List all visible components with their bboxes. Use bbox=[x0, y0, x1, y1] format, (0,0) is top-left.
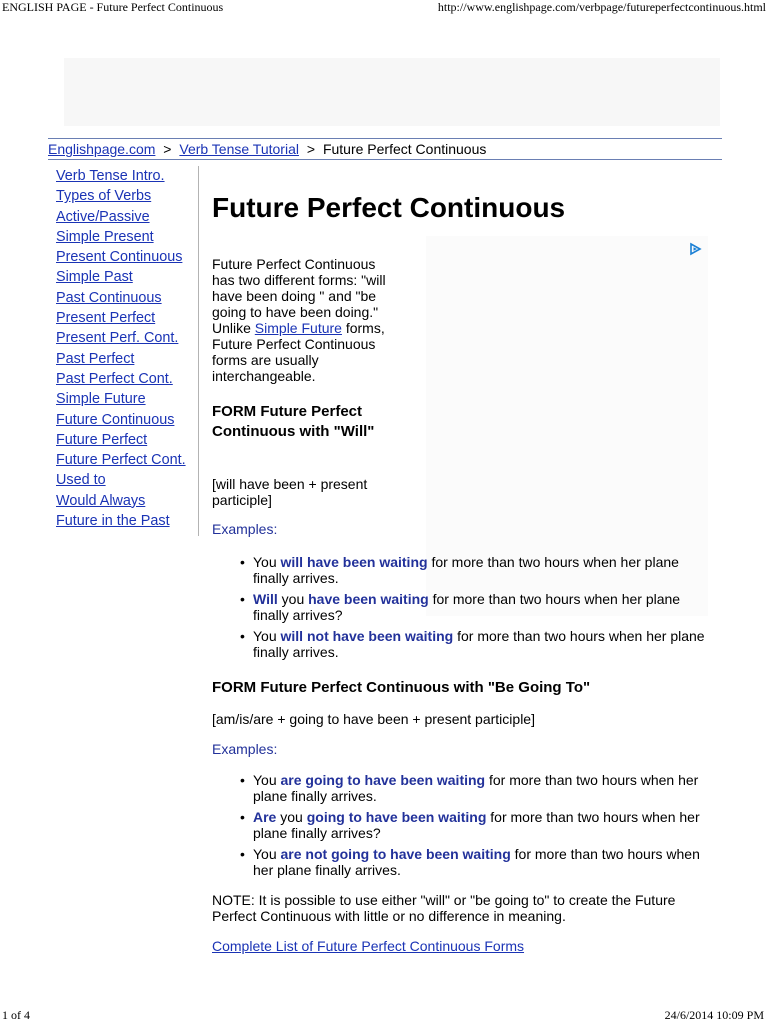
example-verb: are not going to have been waiting bbox=[280, 846, 511, 862]
sidebar-nav bbox=[48, 166, 199, 536]
complete-list-paragraph bbox=[212, 938, 524, 954]
example-item bbox=[236, 554, 706, 586]
simple-future-link[interactable]: Simple Future bbox=[254, 320, 342, 336]
intro-text: Future Perfect Continuous has two different forms: "will have been doing " and "be going to have been doing." Unlike bbox=[212, 256, 386, 336]
breadcrumb-separator: > bbox=[306, 141, 316, 157]
form-going-to-heading: FORM Future Perfect Continuous with "Be Going To" bbox=[212, 679, 591, 696]
print-datetime: 24/6/2014 10:09 PM bbox=[664, 1008, 764, 1022]
example-verb: going to have been waiting bbox=[306, 809, 487, 825]
example-text: for more than two hours when her plane finally arrives? bbox=[253, 591, 681, 623]
breadcrumb bbox=[48, 138, 722, 160]
note-paragraph: NOTE: It is possible to use either "will" or "be going to" to create the Future Perfect Continuous with little or no difference in meaning. bbox=[212, 892, 676, 924]
example-text: You bbox=[253, 628, 281, 644]
example-text: you bbox=[277, 591, 309, 607]
breadcrumb-home-link[interactable]: Englishpage.com bbox=[48, 141, 156, 157]
print-footer bbox=[0, 1006, 768, 1024]
intro-paragraph bbox=[212, 256, 392, 384]
sidebar-item-used-to[interactable]: Used to bbox=[56, 472, 106, 489]
breadcrumb-separator: > bbox=[163, 141, 172, 157]
intro-text: forms, Future Perfect Continuous forms are usually interchangeable. bbox=[212, 320, 385, 384]
example-text: for more than two hours when her plane finally arrives. bbox=[253, 846, 700, 878]
sidebar-item-simple-future[interactable]: Simple Future bbox=[56, 391, 146, 408]
example-verb: will have been waiting bbox=[280, 554, 428, 570]
print-title: ENGLISH PAGE - Future Perfect Continuous bbox=[2, 0, 224, 14]
form-will-pattern: [will have been + present participle] bbox=[212, 476, 368, 508]
example-item bbox=[236, 809, 706, 841]
page-number: 1 of 4 bbox=[2, 1008, 30, 1022]
adchoices-icon[interactable] bbox=[688, 242, 702, 256]
print-header bbox=[0, 0, 768, 16]
example-text: for more than two hours when her plane finally arrives? bbox=[253, 809, 700, 841]
examples-label: Examples: bbox=[212, 521, 278, 537]
example-verb: are going to have been waiting bbox=[280, 772, 486, 788]
example-item bbox=[236, 846, 706, 878]
example-item bbox=[236, 591, 706, 623]
example-verb: will not have been waiting bbox=[280, 628, 454, 644]
sidebar-item-future-perfect-continuous[interactable]: Future Perfect Cont. bbox=[56, 452, 186, 469]
example-verb: have been waiting bbox=[308, 591, 429, 607]
sidebar-item-types-of-verbs[interactable]: Types of Verbs bbox=[56, 188, 152, 205]
sidebar-item-present-perfect[interactable]: Present Perfect bbox=[56, 310, 156, 327]
sidebar-item-present-perfect-continuous[interactable]: Present Perf. Cont. bbox=[56, 330, 179, 347]
sidebar-item-simple-present[interactable]: Simple Present bbox=[56, 228, 154, 245]
sidebar-item-active-passive[interactable]: Active/Passive bbox=[56, 208, 150, 225]
example-item bbox=[236, 628, 706, 660]
ad-banner[interactable] bbox=[64, 58, 720, 126]
example-verb: Will bbox=[253, 591, 278, 607]
sidebar-item-future-perfect[interactable]: Future Perfect bbox=[56, 431, 148, 448]
example-text: for more than two hours when her plane finally arrives. bbox=[253, 628, 705, 660]
example-text: You bbox=[253, 846, 281, 862]
sidebar-item-present-continuous[interactable]: Present Continuous bbox=[56, 249, 183, 266]
example-verb: Are bbox=[253, 809, 277, 825]
example-item bbox=[236, 772, 706, 804]
example-text: you bbox=[276, 809, 307, 825]
sidebar-item-future-in-the-past[interactable]: Future in the Past bbox=[56, 513, 170, 530]
examples-list-going-to bbox=[236, 772, 706, 883]
page-title: Future Perfect Continuous bbox=[212, 192, 566, 223]
main-content bbox=[212, 188, 712, 954]
sidebar-item-past-continuous[interactable]: Past Continuous bbox=[56, 289, 162, 306]
complete-list-link[interactable]: Complete List of Future Perfect Continuous Forms bbox=[212, 938, 525, 954]
breadcrumb-current: Future Perfect Continuous bbox=[322, 141, 487, 157]
example-text: for more than two hours when her plane finally arrives. bbox=[253, 772, 699, 804]
sidebar-item-past-perfect-continuous[interactable]: Past Perfect Cont. bbox=[56, 370, 173, 387]
sidebar-item-future-continuous[interactable]: Future Continuous bbox=[56, 411, 175, 428]
example-text: You bbox=[253, 772, 281, 788]
sidebar-item-verb-tense-intro[interactable]: Verb Tense Intro. bbox=[56, 168, 165, 184]
sidebar-item-would-always[interactable]: Would Always bbox=[56, 492, 146, 509]
form-going-to-pattern: [am/is/are + going to have been + present participle] bbox=[212, 711, 535, 727]
example-text: for more than two hours when her plane finally arrives. bbox=[253, 554, 679, 586]
examples-label: Examples: bbox=[212, 741, 278, 757]
breadcrumb-section-link[interactable]: Verb Tense Tutorial bbox=[179, 141, 299, 157]
print-url: http://www.englishpage.com/verbpage/futureperfectcontinuous.html bbox=[437, 0, 766, 14]
sidebar-item-simple-past[interactable]: Simple Past bbox=[56, 269, 133, 286]
sidebar-item-past-perfect[interactable]: Past Perfect bbox=[56, 350, 135, 367]
example-text: You bbox=[253, 554, 281, 570]
examples-list-will bbox=[236, 554, 706, 665]
form-will-heading: FORM Future Perfect Continuous with "Will" bbox=[212, 403, 375, 440]
